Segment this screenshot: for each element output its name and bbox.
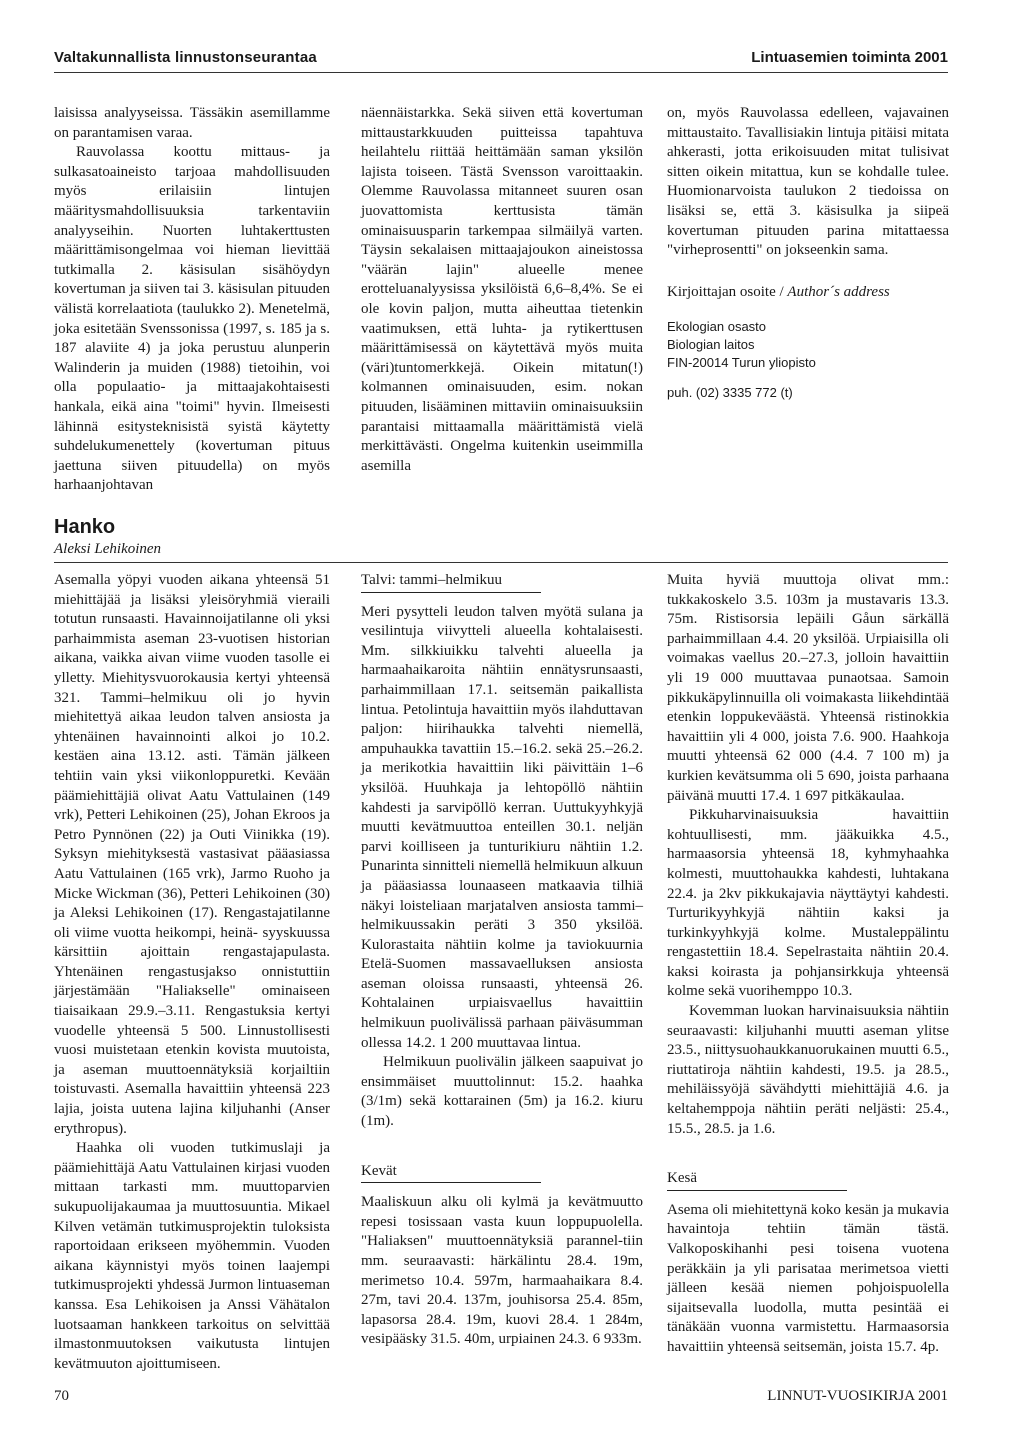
running-header-right: Lintuasemien toiminta 2001 (751, 49, 948, 66)
section-title: Hanko (54, 516, 116, 538)
address-label-en: Author´s address (787, 283, 890, 300)
paragraph: Helmikuun puolivälin jälkeen saapuivat jo ensimmäiset muuttolinnut: 15.2. haahka (3/1m) sekä kottarainen (5m) ja 16.2. kiuru (1m). (361, 1054, 643, 1130)
paragraph: on, myös Rauvolassa edelleen, vajavainen mittaustaito. Tavallisiakin lintuja pitäisi mitata ahkerasti, jotta erikoisuuden mitat tulisivat sitten oikein mitattua, kun se kohdalle tulee. Huomionarvoista taulukon 2 tiedoissa on lisäksi se, että 3. käsisulka ja siipeä kovertuman pituuden parina mitattaessa "virheprosentti" on jokseenkin sama. (667, 105, 949, 259)
paragraph: Muita hyviä muuttoja olivat mm.: tukkakoskelo 3.5. 103m ja mustavaris 13.3. 75m. Ristisorsia lepäili Gåun särkällä parhaimmillaan 4.4. 20 yksilöä. Urpiaisilla oli voimakas vaellus 20.–27.3, jolloin havaittiin yli 19 000 muuttavaa punaotsaa. Samoin pikkukäpylinnuilla oli voimakasta liikehdintää etenkin loppukeväästä. Yhteensä ristinokkia havaittiin yli 4 000, joista 7.6. 900. Haahkoja muutti yhteensä 62 000 (4.4. 7 100 m) ja kurkien kevätsumma oli 5 690, joista parhaana päivänä muutti 17.4. 1 697 pitkäkaulaa. (667, 572, 949, 804)
subheading-winter: Talvi: tammi–helmikuu (361, 571, 541, 593)
paragraph: Asema oli miehitettynä koko kesän ja mukavia havaintoja tehtiin tämän tästä. Valkoposkihanhi pesi toisena vuotena peräkkäin ja yli parisataa merimetsoa vietti jälleen kesää niemen pohjoispuolella sijaitsevalla luodolla, mutta pesintää ei tänäkään vuonna varmistettu. Harmaasorsia havaittiin yhteensä seitsemän, joista 15.7. 4p. (667, 1201, 949, 1355)
paragraph: Meri pysytteli leudon talven myötä sulana ja vesilintuja viivytteli alueella kohtalaisesti. Mm. silkkiuikku talvehti alueella ja harmaahaikaroita nähtiin ennätysrunsaasti, parhaimmillaan 17.1. seitsemän paikallista lintua. Petolintuja havaittiin myös ilahduttavan paljon: hiirihaukka talvehti niemellä, ampuhaukka tavattiin 15.–16.2. sekä 25.–26.2. ja merikotkia havaittiin liki päivittäin 1–6 yksilöä. Huuhkaja ja lehtopöllö nähtiin kahdesti ja sarvipöllö kerran. Uuttukyyhkyjä muutti kevätmuuttoa enteillen 30.1. neljän parvi koilliseen ja tunturikiuru nähtiin 1.2. Punarinta sinnitteli niemellä helmikuun alkuun ja pääasiassa lounaaseen matkaavia tilhiä näkyi loisteliaan marjatalven ansiosta tammi–helmikuussakin peräti 3 350 yksilöä. Kulorastaita nähtiin kolme ja taviokuurnia Etelä-Suomen massavaelluksen ansiosta aseman oloissa runsaasti, yhteensä 26. Kohtalainen urpiaisvaellus havaittiin helmikuun puolivälissä parhaan päiväsumman ollessa 14.2. 1 200 muuttavaa lintua. (361, 603, 643, 1051)
paragraph: Asemalla yöpyi vuoden aikana yhteensä 51 miehittäjää ja lisäksi yleisöryhmiä vieraili totutun runsaasti. Havainnoijatilanne oli yksi parhaimmista aseman 23-vuotisen historian aikana, vaikka aivan viime vuoden tasolle ei ylletty. Miehitysvuorokausia kertyi yhteensä 321. Tammi–helmikuu oli jo hyvin miehitettyä aikaa leudon talven ansiosta ja yhtenäinen havainnointi alkoi jo 10.2. kestäen aina 13.12. asti. Tämän jälkeen tehtiin vain yksi viikonloppuretki. Kevään päämiehittäjiä olivat Aatu Vattulainen (149 vrk), Petteri Lehikoinen (25), Johan Ekroos ja Petro Pynnönen (22) ja Outi Viinikka (19). Syksyn miehityksestä vastasivat pääasiassa Aatu Vattulainen (165 vrk), Jarmo Ruoho ja Micke Wickman (36), Petteri Lehikoinen (30) ja Aleksi Lehikoinen (17). Rengastajatilanne oli viime vuotta heikompi, heinä- syyskuussa kärsittiin ajoittain rengastajapulasta. Yhtenäinen rengastusjakso onnistuttiin järjestämään "Haliakselle" ominaiseen tiaisaikaan 29.9.–3.11. Rengastuksia kertyi vuodelle yhteensä 5 500. Linnustollisesti vuosi muistetaan etenkin kovista muutoista, ja aseman muuttoennätyksiä korjailtiin toistuvasti. Asemalla havaittiin yhteensä 223 lajia, joista uutena lajina kiljuhanhi (Anser erythropus). (54, 572, 330, 1137)
header-divider (54, 72, 948, 73)
top-column-1 (54, 104, 330, 496)
hanko-column-2 (361, 571, 643, 1350)
paragraph: Maaliskuun alku oli kylmä ja kevätmuutto repesi tosissaan vasta kuun loppupuolella. "Haliaksen" muuttoennätyksiä parannel-tiin mm. seuraavasti: härkälintu 28.4. 19m, merimetso 10.4. 597m, harmaahaikara 8.4. 27m, tavi 20.4. 137m, jouhisorsa 25.4. 85m, lapasorsa 28.4. 19m, kuovi 28.4. 1 284m, vesipääsky 31.5. 40m, urpiainen 24.3. 6 933m. (361, 1194, 643, 1348)
journal-name: LINNUT-VUOSIKIRJA 2001 (767, 1388, 948, 1404)
paragraph: näennäistarkka. Sekä siiven että kovertuman mittaustarkkuuden puitteissa tapahtuva heilahtelu riittää heittämään saman yksilön lajista toiseen. Tästä Svensson varoittaakin. Olemme Rauvolassa mitanneet suuren osan juovattomista kerttusista tämän ominaisuusparin tarkempaa silmäilyä varten. Täysin sekalaisen mittaajajoukon aineistossa "väärän lajin" alueelle menee erotteluanalyysissa yksilöistä 6,6–8,4%. Se ei ole kovin paljon, mutta aiheuttaa tietenkin vaatimuksen, että luhta- ja rytikerttusen määrittämisessä on käytettävä myös muita (väri)tuntomerkkejä. Oikein mitatun(!) kolmannen ominaisuuden, esim. nokan pituuden, lisääminen mittaviin ominaisuuksiin parantaisi mittaamalla määrittämistä vielä merkittävästi. Ongelma kuitenkin useimmilla asemilla (361, 105, 643, 474)
author-address (667, 318, 949, 402)
section-author: Aleksi Lehikoinen (54, 541, 162, 557)
hanko-column-1 (54, 571, 330, 1374)
paragraph: Pikkuharvinaisuuksia havaittiin kohtuullisesti, mm. jääkuikka 4.5., harmaasorsia yhteensä 18, kyhmyhaahka kolmesti, muuttohaukka kahdesti, luhtakana 22.4. ja 2kv pikkukajavia näyttäytyi kahdesti. Turturikyyhkyjä nähtiin kaksi ja turkinkyyhkyjä kolme. Mustaleppälintu rengastettiin 18.4. Sepelrastaita nähtiin 20.4. kaksi koirasta ja pohjansirkkuja yhteensä kolme sekä vuorihemppo 10.3. (667, 807, 949, 1000)
subheading-spring: Kevät (361, 1162, 541, 1184)
paragraph: laisissa analyyseissa. Tässäkin asemillamme on parantamisen varaa. (54, 105, 330, 141)
hanko-column-3 (667, 571, 949, 1358)
section-divider (54, 562, 948, 563)
page-number: 70 (54, 1388, 69, 1404)
running-header-left: Valtakunnallista linnustonseurantaa (54, 49, 317, 66)
paragraph: Kovemman luokan harvinaisuuksia nähtiin seuraavasti: kiljuhanhi muutti aseman ylitse 23.5., niittysuohaukkanuorukainen muutti 6.5., riuttatiroja nähtiin kahdesti, 19.5. ja 28.5., mehiläissyöjä sävähdytti miehittäjiä 4.6. ja keltahemppoja nähtiin peräti neljästi: 25.4., 15.5., 28.5. ja 1.6. (667, 1003, 949, 1137)
address-line: Biologian laitos (667, 337, 755, 353)
author-address-label (667, 283, 949, 303)
address-line: FIN-20014 Turun yliopisto (667, 355, 816, 371)
top-column-3 (667, 104, 949, 402)
top-column-2 (361, 104, 643, 476)
address-line: Ekologian osasto (667, 319, 767, 335)
subheading-summer: Kesä (667, 1169, 847, 1191)
address-label-fi: Kirjoittajan osoite / (667, 283, 788, 300)
address-phone: puh. (02) 3335 772 (t) (667, 385, 793, 401)
paragraph: Haahka oli vuoden tutkimuslaji ja päämiehittäjä Aatu Vattulainen kirjasi vuoden mittaan tarkasti mm. muuttoparvien sukupuolijakaumaa ja muuttosuuntia. Mikael Kilven vetämän tutkimusprojektin tuloksista raportoidaan erikseen myöhemmin. Vuoden aikana käynnistyi myös toinen laajempi tutkimusprojekti yhdessä Jurmon lintuaseman kanssa. Esa Lehikoisen ja Anssi Vähätalon luotsaaman hankkeen tarkoitus on selvittää ilmastonmuutoksen vaikutusta lintujen kevätmuuton ajoittumiseen. (54, 1140, 330, 1372)
paragraph: Rauvolassa koottu mittaus- ja sulkasatoaineisto tarjoaa mahdollisuuden myös erilaisiin lintujen määritysmahdollisuuksia tarkentaviin analyyseihin. Nuorten luhtakerttusten määrittämisongelmaa voi hieman lievittää tutkimalla 2. käsisulan sisähöydyn kovertuman ja siiven tai 3. käsisulan pituuden välistä korrelaatiota (taulukko 2). Menetelmä, joka esitetään Svenssonissa (1997, s. 185 ja s. 187 alaviite 4) ja joka perustuu alunperin Walinderin ja muiden (1988) tietoihin, voi olla populaatio- ja mittaajakohtaisesti hankala, eikä aina "toimi" hyvin. Ilmeisesti lähinnä esitysteknisistä syistä käytetty suhdelukumenettely (kovertuman pituus jaettuna siiven pituudella) on myös harhaanjohtavan (54, 144, 330, 494)
